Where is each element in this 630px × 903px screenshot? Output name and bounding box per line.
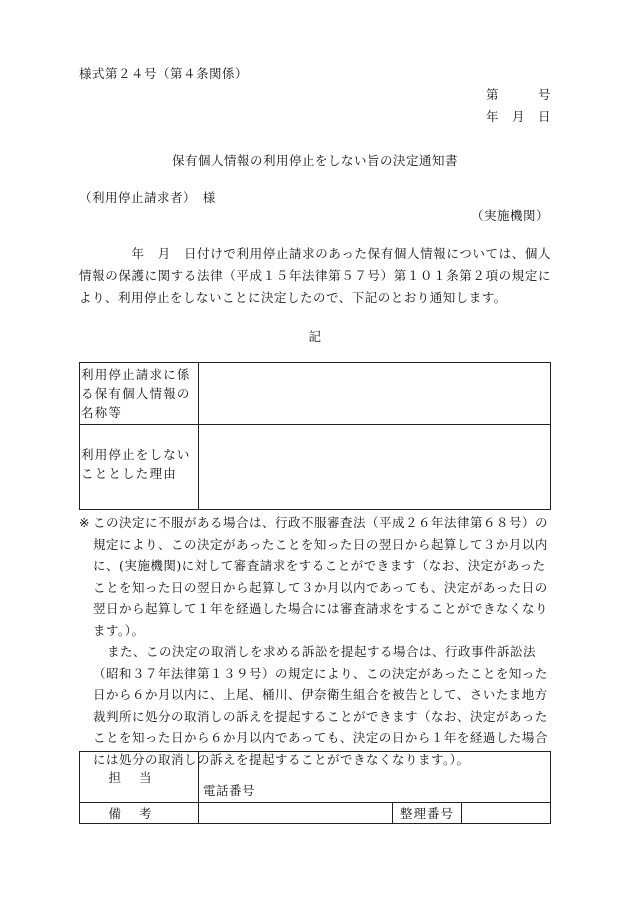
document-number-line: 第 号 bbox=[486, 87, 552, 102]
implementing-agency: （実施機関） bbox=[470, 208, 549, 223]
staff-table bbox=[79, 751, 551, 824]
body-text: 年 月 日付けで利用停止請求のあった保有個人情報については、個人情報の保護に関する法律（平成１５年法律第５７号）第１０１条第２項の規定により、利用停止をしないことに決定したので、下記のとおり通知します。 bbox=[79, 246, 551, 305]
note-paragraph-appeal: この決定に不服がある場合は、行政不服審査法（平成２６年法律第６８号）の規定により、この決定があったことを知った日の翌日から起算して３か月以内に、(実施機関)に対して審査請求をすることができます（なお、決定があったことを知った日の翌日から起算して３か月以内であっても、決定があった日の翌日から起算して１年を経過した場合には審査請求をすることができなくなります。）。 bbox=[93, 515, 549, 638]
document-title: 保有個人情報の利用停止をしない旨の決定通知書 bbox=[171, 153, 458, 168]
info-label-reason: 利用停止をしないこととした理由 bbox=[80, 425, 199, 510]
note-mark: ※ bbox=[79, 515, 90, 530]
form-number: 様式第２４号（第４条関係） bbox=[79, 66, 249, 81]
staff-label-remarks: 備考 bbox=[80, 803, 199, 824]
staff-row-person bbox=[80, 752, 551, 803]
note-paragraph-lawsuit: また、この決定の取消しを求める訴訟を提起する場合は、行政事件訴訟法（昭和３７年法律第１３９号）の規定により、この決定があったことを知った日から６か月以内に、上尾、桶川、伊奈衛生組合を被告として、さいたま地方裁判所に処分の取消しの訴えを提起することができます（なお、決定があったことを知った日から６か月以内であっても、決定の日から１年を経過した場合には処分の取消しの訴えを提起することができなくなります。）。 bbox=[93, 644, 548, 767]
staff-label-serial: 整理番号 bbox=[393, 803, 462, 824]
info-row-reason bbox=[80, 425, 551, 510]
info-table bbox=[79, 362, 551, 510]
staff-label-person: 担当 bbox=[80, 752, 199, 803]
date-line: 年 月 日 bbox=[486, 109, 552, 124]
info-row-name bbox=[80, 363, 551, 425]
staff-label-phone: 電話番号 bbox=[199, 752, 551, 803]
info-value-name bbox=[199, 363, 551, 425]
staff-value-serial bbox=[462, 803, 551, 824]
recipient: （利用停止請求者） 様 bbox=[79, 190, 216, 205]
staff-row-remarks bbox=[80, 803, 551, 824]
note-item bbox=[79, 512, 551, 770]
staff-value-remarks bbox=[199, 803, 393, 824]
record-mark: 記 bbox=[308, 329, 322, 344]
info-value-reason bbox=[199, 425, 551, 510]
info-label-name: 利用停止請求に係る保有個人情報の名称等 bbox=[80, 363, 199, 425]
notes bbox=[79, 512, 551, 770]
